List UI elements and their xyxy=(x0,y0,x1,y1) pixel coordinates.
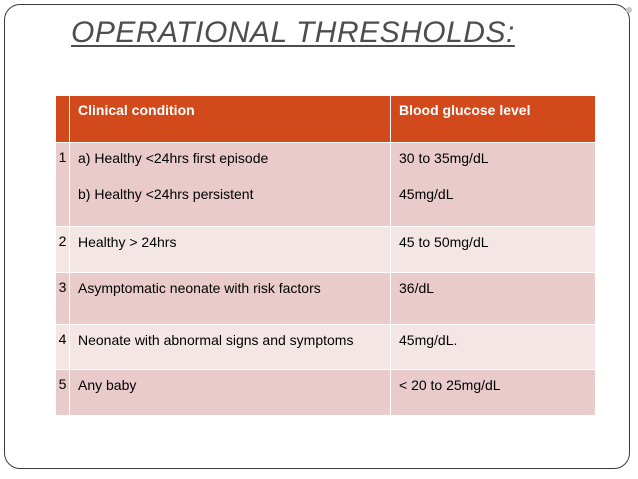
table-header-row xyxy=(56,96,596,143)
slide-title: OPERATIONAL THRESHOLDS: xyxy=(71,16,515,49)
level-text: 45mg/dL xyxy=(399,186,454,202)
row-number: 3 xyxy=(56,273,70,325)
thresholds-table xyxy=(55,95,596,416)
table-row xyxy=(56,227,596,273)
level-text: 45 to 50mg/dL xyxy=(391,227,596,273)
table-row xyxy=(56,273,596,325)
level-text: 45mg/dL. xyxy=(391,325,596,370)
header-blood-glucose-level: Blood glucose level xyxy=(391,96,596,143)
header-number xyxy=(56,96,70,143)
table-row xyxy=(56,370,596,416)
condition-text: Neonate with abnormal signs and symptoms xyxy=(70,325,391,370)
row-number: 2 xyxy=(56,227,70,273)
row-number: 5 xyxy=(56,370,70,416)
table-row xyxy=(56,325,596,370)
condition-text: Asymptomatic neonate with risk factors xyxy=(70,273,391,325)
condition-text: Any baby xyxy=(70,370,391,416)
table-row xyxy=(56,143,596,227)
corner-dot xyxy=(626,7,632,13)
level-text: 36/dL xyxy=(391,273,596,325)
header-clinical-condition: Clinical condition xyxy=(70,96,391,143)
condition-cell xyxy=(70,143,391,227)
row-number: 1 xyxy=(56,143,70,227)
row-number: 4 xyxy=(56,325,70,370)
condition-text: a) Healthy <24hrs first episode xyxy=(78,150,269,166)
condition-text: Healthy > 24hrs xyxy=(70,227,391,273)
condition-text: b) Healthy <24hrs persistent xyxy=(78,186,254,202)
level-text: < 20 to 25mg/dL xyxy=(391,370,596,416)
level-text: 30 to 35mg/dL xyxy=(399,150,489,166)
level-cell xyxy=(391,143,596,227)
